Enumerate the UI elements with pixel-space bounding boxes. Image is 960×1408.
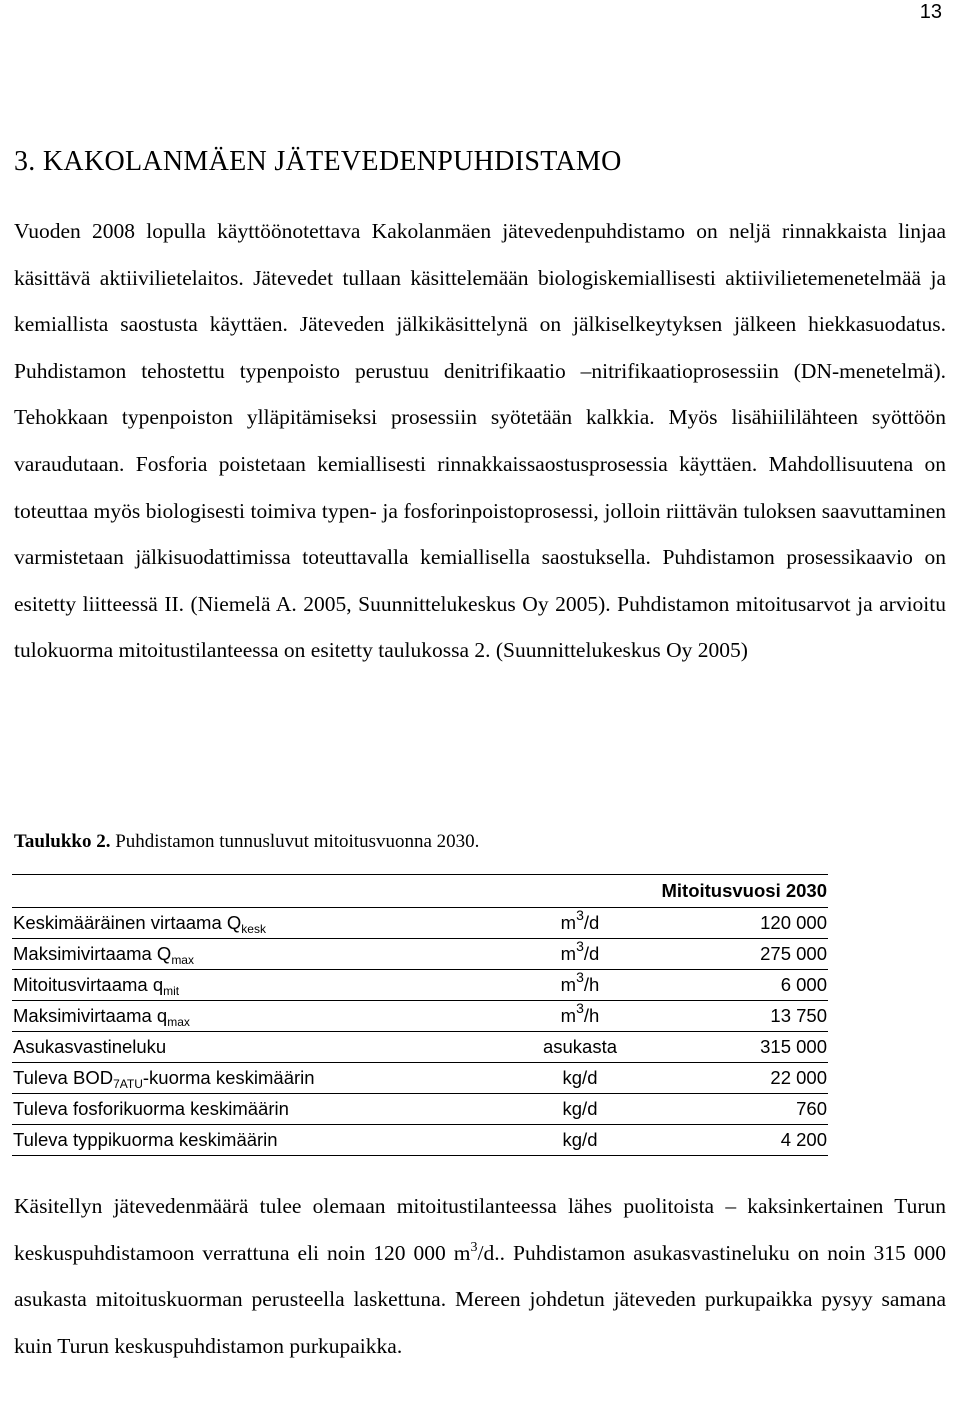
- row-label-subscript: mit: [163, 984, 180, 998]
- row-unit-superscript: 3: [576, 969, 584, 985]
- row-label: [12, 908, 504, 939]
- row-unit-base: kg/d: [562, 1129, 598, 1150]
- row-label-text: Tuleva BOD: [13, 1067, 114, 1088]
- row-value: 13 750: [770, 1005, 827, 1026]
- row-unit-base: m: [560, 1005, 577, 1026]
- row-label-text: Mitoitusvirtaama q: [13, 974, 164, 995]
- header-design-year: Mitoitusvuosi 2030: [661, 880, 827, 901]
- row-unit-superscript: 3: [576, 938, 584, 954]
- table-row: [12, 1032, 828, 1063]
- design-values-table: [12, 874, 828, 1156]
- row-unit: [504, 970, 656, 1001]
- table-body: [12, 908, 828, 1156]
- row-unit-superscript: 3: [576, 1000, 584, 1016]
- row-unit-superscript: 3: [576, 907, 584, 923]
- row-unit: [504, 939, 656, 970]
- row-unit: [504, 1094, 656, 1125]
- table-row: [12, 1063, 828, 1094]
- row-unit-base: m: [560, 912, 577, 933]
- paragraph-2-part-2: /d.. Puhdistamon asukasvastineluku on noin 315 000 asukasta mitoituskuorman perusteella laskettuna. Mereen johdetun jäteveden purkupaikka pysyy samana kuin Turun keskuspuhdistamon purkupaikka.: [14, 1240, 946, 1358]
- table-row: [12, 939, 828, 970]
- row-label-subscript: max: [167, 1015, 190, 1029]
- body-paragraph-2: [14, 1183, 946, 1369]
- row-unit-base: kg/d: [562, 1098, 598, 1119]
- header-empty-unit: [504, 875, 656, 908]
- table-row: [12, 970, 828, 1001]
- table-header-row: [12, 875, 828, 908]
- row-label-text: Maksimivirtaama Q: [13, 943, 172, 964]
- table-row: [12, 908, 828, 939]
- row-label: [12, 939, 504, 970]
- table-row: [12, 1001, 828, 1032]
- row-label-subscript: kesk: [241, 922, 266, 936]
- table-caption-label: Taulukko 2.: [14, 831, 111, 852]
- row-value: 275 000: [760, 943, 827, 964]
- row-label-text: Tuleva fosforikuorma keskimäärin: [13, 1098, 289, 1119]
- row-unit-rest: /d: [583, 943, 600, 964]
- row-value: 4 200: [780, 1129, 827, 1150]
- row-label-text: Tuleva typpikuorma keskimäärin: [13, 1129, 278, 1150]
- row-label-text: Maksimivirtaama q: [13, 1005, 168, 1026]
- row-label: [12, 1001, 504, 1032]
- body-paragraph-1: Vuoden 2008 lopulla käyttöönotettava Kakolanmäen jätevedenpuhdistamo on neljä rinnakkaista linjaa käsittävä aktiivilietelaitos. Jätevedet tullaan käsittelemään biologiskemiallisesti aktiivilietemenetelmää ja kemiallista saostusta käyttäen. Jäteveden jälkikäsittelynä on jälkiselkeytyksen jälkeen hiekkasuodatus. Puhdistamon tehostettu typenpoisto perustuu denitrifikaatio –nitrifikaatioprosessiin (DN-menetelmä). Tehokkaan typenpoiston ylläpitämiseksi prosessiin syötetään kalkkia. Myös lisähiililähteen syöttöön varaudutaan. Fosforia poistetaan kemiallisesti rinnakkaissaostusprosessia käyttäen. Mahdollisuutena on toteuttaa myös biologisesti toimiva typen- ja fosforinpoistoprosessi, jolloin riittävän tuloksen saavuttaminen varmistetaan jälkisuodattimissa toteuttavalla kemiallisella saostuksella. Puhdistamon prosessikaavio on esitetty liitteessä II. (Niemelä A. 2005, Suunnittelukeskus Oy 2005). Puhdistamon mitoitusarvot ja arvioitu tulokuorma mitoitustilanteessa on esitetty taulukossa 2. (Suunnittelukeskus Oy 2005): [14, 219, 946, 663]
- row-label: [12, 1094, 504, 1125]
- row-unit: [504, 908, 656, 939]
- row-unit-base: m: [560, 943, 577, 964]
- table-caption: [14, 829, 479, 855]
- row-label-text: Asukasvastineluku: [13, 1036, 167, 1057]
- row-value: 6 000: [780, 974, 827, 995]
- row-unit-rest: /h: [583, 1005, 600, 1026]
- row-value: 315 000: [760, 1036, 827, 1057]
- row-value: 120 000: [760, 912, 827, 933]
- table-row: [12, 1125, 828, 1156]
- row-unit: [504, 1032, 656, 1063]
- row-label: [12, 1032, 504, 1063]
- row-unit-rest: /d: [583, 912, 600, 933]
- row-value: 22 000: [770, 1067, 827, 1088]
- header-empty-label: [12, 875, 504, 908]
- row-unit-base: asukasta: [542, 1036, 618, 1057]
- row-label-subscript: max: [171, 953, 194, 967]
- row-label: [12, 1063, 504, 1094]
- row-value: 760: [796, 1098, 827, 1119]
- row-label-suffix: -kuorma keskimäärin: [142, 1067, 315, 1088]
- paragraph-2-part-1: Käsitellyn jätevedenmäärä tulee olemaan mitoitustilanteessa lähes puolitoista – kaksinkertainen Turun keskuspuhdistamoon verrattuna eli noin 120 000 m: [14, 1194, 946, 1265]
- table-caption-text: Puhdistamon tunnusluvut mitoitusvuonna 2030.: [110, 831, 480, 852]
- row-label-text: Keskimääräinen virtaama Q: [13, 912, 242, 933]
- row-unit: [504, 1063, 656, 1094]
- row-unit: [504, 1125, 656, 1156]
- row-label: [12, 1125, 504, 1156]
- row-label-subscript: 7ATU: [113, 1077, 143, 1091]
- row-unit-rest: /h: [583, 974, 600, 995]
- table-row: [12, 1094, 828, 1125]
- row-unit-base: m: [560, 974, 577, 995]
- row-unit-base: kg/d: [562, 1067, 598, 1088]
- page-number: 13: [919, 1, 942, 23]
- section-heading: 3. KAKOLANMÄEN JÄTEVEDENPUHDISTAMO: [14, 146, 622, 177]
- paragraph-2-superscript: 3: [470, 1239, 478, 1255]
- row-unit: [504, 1001, 656, 1032]
- row-label: [12, 970, 504, 1001]
